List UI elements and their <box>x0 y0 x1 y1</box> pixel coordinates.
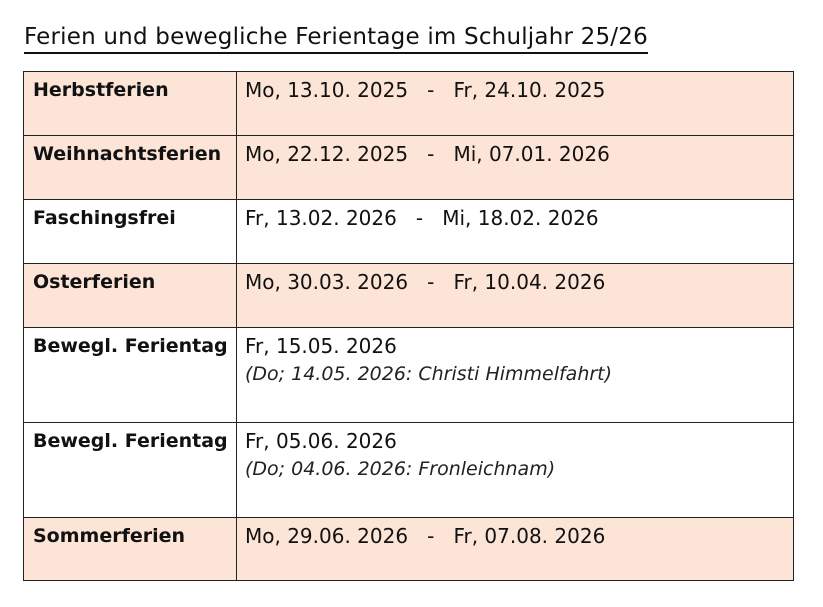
table-row-sommerferien <box>24 518 794 581</box>
row-dates <box>237 328 794 423</box>
date-range: Mo, 29.06. 2026 - Fr, 07.08. 2026 <box>245 524 606 548</box>
table-row-osterferien <box>24 264 794 328</box>
table-row-bewegl-ferientag-1 <box>24 328 794 423</box>
row-label: Sommerferien <box>24 518 237 581</box>
table-row-faschingsfrei <box>24 200 794 264</box>
row-label: Bewegl. Ferientag <box>24 423 237 518</box>
row-label: Herbstferien <box>24 72 237 136</box>
table-row-bewegl-ferientag-2 <box>24 423 794 518</box>
vacation-table <box>23 71 794 581</box>
holiday-note: (Do; 14.05. 2026: Christi Himmelfahrt) <box>245 363 613 385</box>
date-single: Fr, 15.05. 2026 <box>245 334 397 358</box>
row-label: Osterferien <box>24 264 237 328</box>
holiday-note: (Do; 04.06. 2026: Fronleichnam) <box>245 458 556 480</box>
row-label: Bewegl. Ferientag <box>24 328 237 423</box>
row-dates <box>237 200 794 264</box>
date-range: Fr, 13.02. 2026 - Mi, 18.02. 2026 <box>245 206 599 230</box>
date-range: Mo, 30.03. 2026 - Fr, 10.04. 2026 <box>245 270 606 294</box>
date-range: Mo, 13.10. 2025 - Fr, 24.10. 2025 <box>245 78 606 102</box>
date-range: Mo, 22.12. 2025 - Mi, 07.01. 2026 <box>245 142 610 166</box>
row-dates <box>237 72 794 136</box>
row-dates <box>237 136 794 200</box>
page-title: Ferien und bewegliche Ferientage im Schuljahr 25/26 <box>24 22 648 54</box>
table-row-herbstferien <box>24 72 794 136</box>
date-single: Fr, 05.06. 2026 <box>245 429 397 453</box>
row-label: Faschingsfrei <box>24 200 237 264</box>
row-dates <box>237 518 794 581</box>
table-row-weihnachtsferien <box>24 136 794 200</box>
row-dates <box>237 423 794 518</box>
row-label: Weihnachtsferien <box>24 136 237 200</box>
row-dates <box>237 264 794 328</box>
